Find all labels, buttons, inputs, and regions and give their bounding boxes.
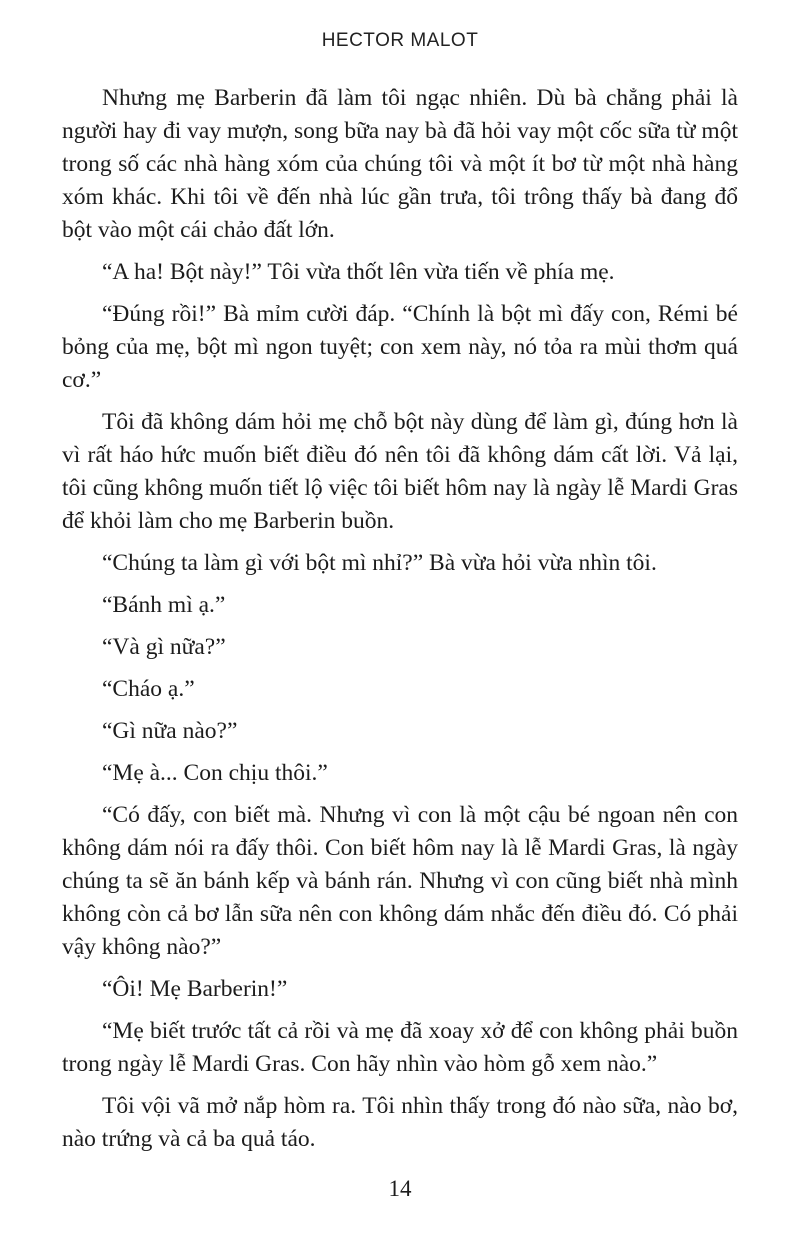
running-header: HECTOR MALOT bbox=[321, 30, 479, 51]
paragraph: “A ha! Bột này!” Tôi vừa thốt lên vừa tiến về phía mẹ. bbox=[102, 259, 615, 285]
paragraph: “Mẹ à... Con chịu thôi.” bbox=[102, 760, 328, 786]
paragraph: “Ôi! Mẹ Barberin!” bbox=[102, 976, 288, 1002]
paragraph: Nhưng mẹ Barberin đã làm tôi ngạc nhiên. Dù bà chẳng phải là người hay đi vay mượn, song bữa nay bà đã hỏi vay một cốc sữa từ một trong số các nhà hàng xóm của chúng tôi và một ít bơ từ một nhà hàng xóm khác. Khi tôi về đến nhà lúc gần trưa, tôi trông thấy bà đang đổ bột vào một cái chảo đất lớn. bbox=[62, 85, 738, 243]
paragraph: Tôi vội vã mở nắp hòm ra. Tôi nhìn thấy trong đó nào sữa, nào bơ, nào trứng và cả ba quả táo. bbox=[62, 1093, 738, 1152]
page-number: 14 bbox=[388, 1176, 412, 1201]
body-text bbox=[62, 82, 738, 1165]
paragraph: “Có đấy, con biết mà. Nhưng vì con là một cậu bé ngoan nên con không dám nói ra đấy thôi. Con biết hôm nay là lễ Mardi Gras, là ngày chúng ta sẽ ăn bánh kếp và bánh rán. Nhưng vì con cũng biết nhà mình không còn cả bơ lẫn sữa nên con không dám nhắc đến điều đó. Có phải vậy không nào?” bbox=[62, 802, 738, 960]
paragraph: “Chúng ta làm gì với bột mì nhỉ?” Bà vừa hỏi vừa nhìn tôi. bbox=[102, 550, 657, 576]
paragraph: “Đúng rồi!” Bà mỉm cười đáp. “Chính là bột mì đấy con, Rémi bé bỏng của mẹ, bột mì ngon tuyệt; con xem này, nó tỏa ra mùi thơm quá cơ.” bbox=[62, 301, 738, 393]
paragraph: “Mẹ biết trước tất cả rồi và mẹ đã xoay xở để con không phải buồn trong ngày lễ Mardi Gras. Con hãy nhìn vào hòm gỗ xem nào.” bbox=[62, 1018, 738, 1077]
paragraph: Tôi đã không dám hỏi mẹ chỗ bột này dùng để làm gì, đúng hơn là vì rất háo hức muốn biết điều đó nên tôi đã không dám cất lời. Vả lại, tôi cũng không muốn tiết lộ việc tôi biết hôm nay là ngày lễ Mardi Gras để khỏi làm cho mẹ Barberin buồn. bbox=[62, 409, 738, 534]
paragraph: “Gì nữa nào?” bbox=[102, 718, 238, 744]
paragraph: “Cháo ạ.” bbox=[102, 676, 195, 702]
paragraph: “Và gì nữa?” bbox=[102, 634, 226, 660]
paragraph: “Bánh mì ạ.” bbox=[102, 592, 226, 618]
